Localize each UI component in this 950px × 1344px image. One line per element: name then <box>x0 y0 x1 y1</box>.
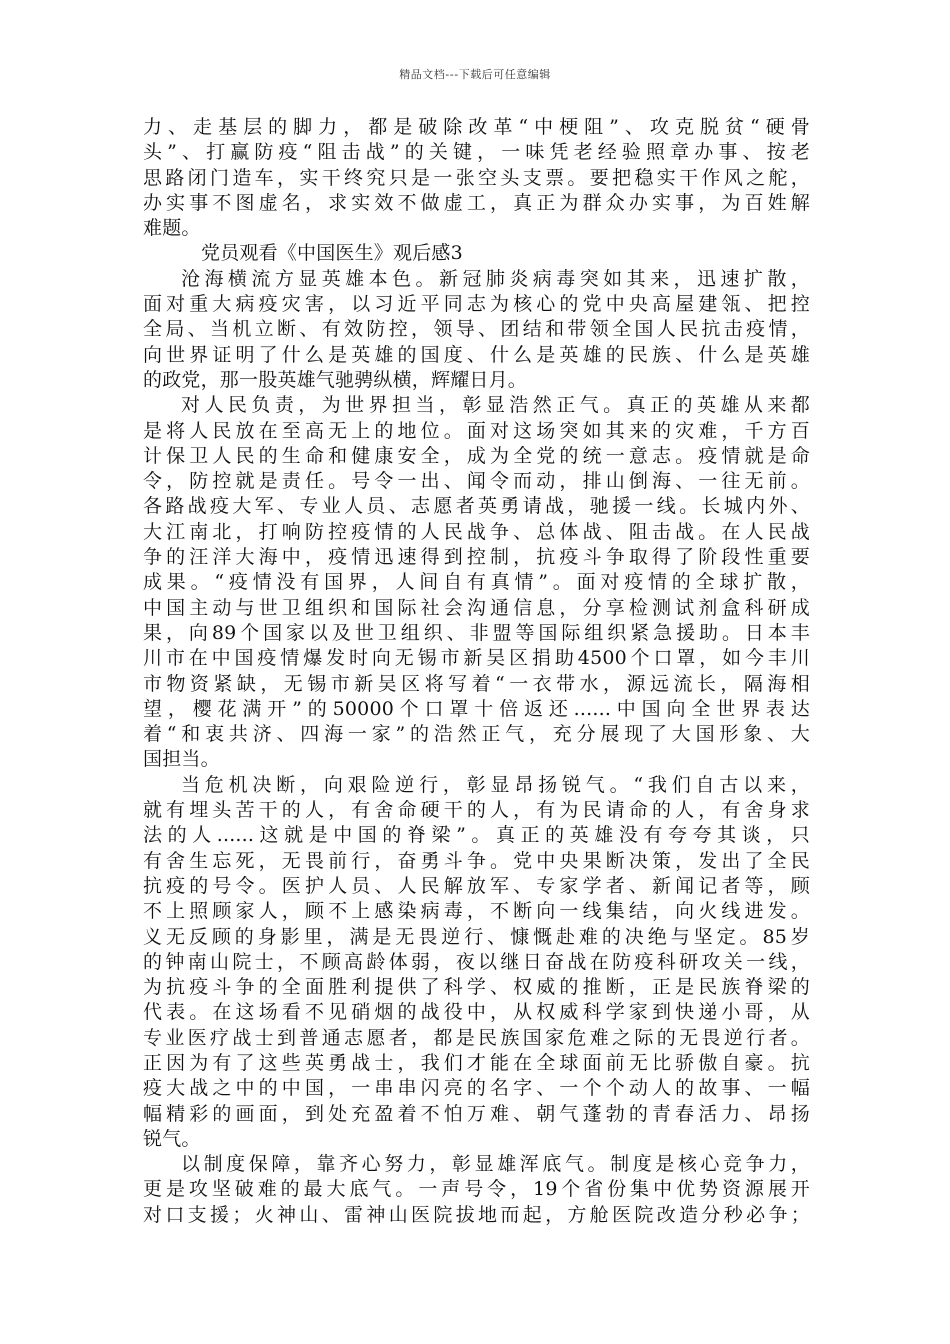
text-line: 义无反顾的身影里，满是无畏逆行、慷慨赴难的决绝与坚定。85岁 <box>143 925 810 948</box>
document-body <box>143 115 810 1228</box>
text-line: 的钟南山院士，不顾高龄体弱，夜以继日奋战在防疫科研攻关一线， <box>143 950 810 973</box>
text-line: 就有埋头苦干的人，有舍命硬干的人，有为民请命的人，有舍身求 <box>143 799 810 822</box>
text-line: 思路闭门造车，实干终究只是一张空头支票。要把稳实干作风之舵， <box>143 166 810 189</box>
text-line: 有舍生忘死，无畏前行，奋勇斗争。党中央果断决策，发出了全民 <box>143 849 810 872</box>
text-line: 力、走基层的脚力，都是破除改革“中梗阻”、攻克脱贫“硬骨 <box>143 116 810 138</box>
text-line: 对人民负责，为世界担当，彰显浩然正气。真正的英雄从来都 <box>181 394 810 417</box>
text-line: 代表。在这场看不见硝烟的战役中，从权威科学家到快递小哥，从 <box>143 1001 810 1024</box>
section-title: 党员观看《中国医生》观后感3 <box>201 242 463 265</box>
text-line: 国担当。 <box>143 748 220 771</box>
text-line: 锐气。 <box>143 1127 201 1150</box>
text-line: 以制度保障，靠齐心努力，彰显雄浑底气。制度是核心竞争力， <box>181 1153 810 1176</box>
text-line: 难题。 <box>143 217 201 240</box>
text-line: 面对重大病疫灾害，以习近平同志为核心的党中央高屋建瓴、把控 <box>143 293 810 316</box>
text-line: 向世界证明了什么是英雄的国度、什么是英雄的民族、什么是英雄 <box>143 343 810 366</box>
text-line: 中国主动与世卫组织和国际社会沟通信息，分享检测试剂盒科研成 <box>143 596 810 619</box>
text-line: 头”、打赢防疫“阻击战”的关键，一味凭老经验照章办事、按老 <box>143 141 810 164</box>
text-line: 的政党，那一股英雄气驰骋纵横，辉耀日月。 <box>143 368 528 391</box>
text-line: 各路战疫大军、专业人员、志愿者英勇请战，驰援一线。长城内外、 <box>143 495 810 518</box>
text-line: 对口支援；火神山、雷神山医院拔地而起，方舱医院改造分秒必争； <box>143 1203 810 1226</box>
text-line: 川市在中国疫情爆发时向无锡市新吴区捐助4500个口罩，如今丰川 <box>143 647 810 670</box>
text-line: 沧海横流方显英雄本色。新冠肺炎病毒突如其来，迅速扩散， <box>181 267 810 290</box>
text-line: 着“和衷共济、四海一家”的浩然正气，充分展现了大国形象、大 <box>143 723 810 746</box>
text-line: 不上照顾家人，顾不上感染病毒，不断向一线集结，向火线进发。 <box>143 900 810 923</box>
text-line: 成果。“疫情没有国界，人间自有真情”。面对疫情的全球扩散， <box>143 571 810 594</box>
text-line: 市物资紧缺，无锡市新吴区将写着“一衣带水，源远流长，隔海相 <box>143 672 810 695</box>
text-line: 争的汪洋大海中，疫情迅速得到控制，抗疫斗争取得了阶段性重要 <box>143 546 810 569</box>
text-line: 抗疫的号令。医护人员、人民解放军、专家学者、新闻记者等，顾 <box>143 874 810 897</box>
text-line: 为抗疫斗争的全面胜利提供了科学、权威的推断，正是民族脊梁的 <box>143 976 810 999</box>
page-header: 精品文档---下载后可任意编辑 <box>399 68 551 81</box>
text-line: 更是攻坚破难的最大底气。一声号令，19个省份集中优势资源展开 <box>143 1178 810 1201</box>
text-line: 办实事不图虚名，求实效不做虚工，真正为群众办实事，为百姓解 <box>143 191 810 214</box>
text-line: 是将人民放在至高无上的地位。面对这场突如其来的灾难，千方百 <box>143 419 810 442</box>
text-line: 大江南北，打响防控疫情的人民战争、总体战、阻击战。在人民战 <box>143 520 810 543</box>
text-line: 疫大战之中的中国，一串串闪亮的名字、一个个动人的故事、一幅 <box>143 1077 810 1100</box>
text-line: 果，向89个国家以及世卫组织、非盟等国际组织紧急援助。日本丰 <box>143 621 810 644</box>
text-line: 全局、当机立断、有效防控，领导、团结和带领全国人民抗击疫情， <box>143 318 810 341</box>
text-line: 望，樱花满开”的50000个口罩十倍返还......中国向全世界表达 <box>143 697 810 720</box>
text-line: 令，防控就是责任。号令一出、闻令而动，排山倒海、一往无前。 <box>143 470 810 493</box>
text-line: 计保卫人民的生命和健康安全，成为全党的统一意志。疫情就是命 <box>143 444 810 467</box>
text-line: 当危机决断，向艰险逆行，彰显昂扬锐气。“我们自古以来， <box>181 773 810 796</box>
text-line: 幅精彩的画面，到处充盈着不怕万难、朝气蓬勃的青春活力、昂扬 <box>143 1102 810 1125</box>
text-line: 专业医疗战士到普通志愿者，都是民族国家危难之际的无畏逆行者。 <box>143 1026 810 1049</box>
text-line: 正因为有了这些英勇战士，我们才能在全球面前无比骄傲自豪。抗 <box>143 1051 810 1074</box>
text-line: 法的人......这就是中国的脊梁”。真正的英雄没有夸夸其谈，只 <box>143 824 810 847</box>
